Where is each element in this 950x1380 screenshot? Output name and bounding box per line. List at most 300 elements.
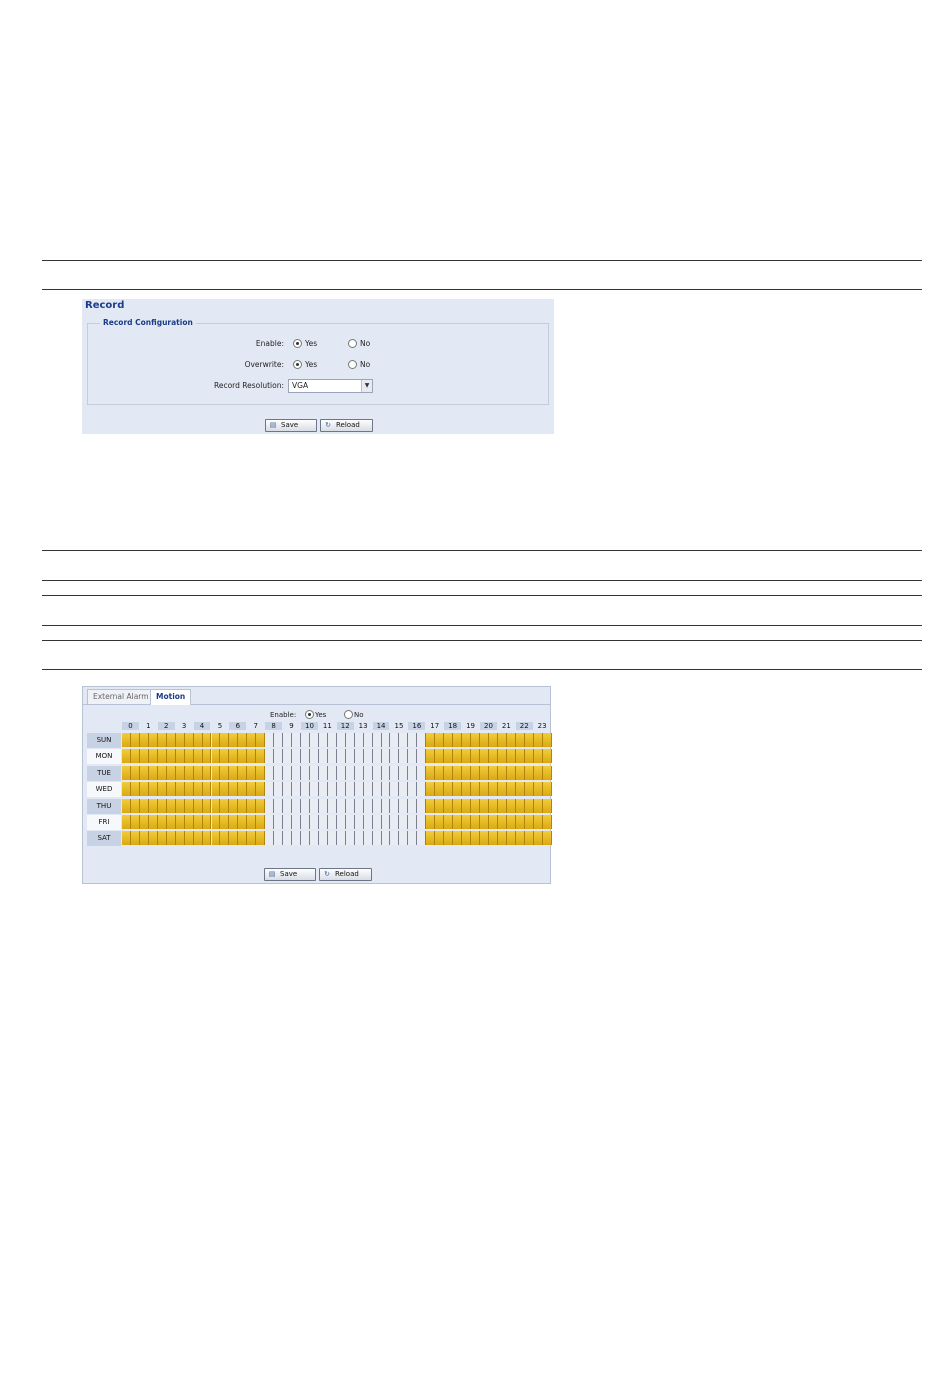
schedule-cell[interactable]	[256, 733, 265, 747]
schedule-cell[interactable]	[265, 831, 274, 845]
schedule-cell[interactable]	[534, 749, 543, 763]
schedule-cell[interactable]	[149, 831, 158, 845]
schedule-cell[interactable]	[417, 799, 426, 813]
schedule-cell[interactable]	[203, 782, 212, 796]
schedule-cell[interactable]	[185, 733, 194, 747]
schedule-cell[interactable]	[176, 799, 185, 813]
schedule-cell[interactable]	[346, 733, 355, 747]
schedule-cell[interactable]	[274, 733, 283, 747]
schedule-cell[interactable]	[391, 766, 400, 780]
schedule-cell[interactable]	[131, 815, 140, 829]
schedule-cell[interactable]	[310, 799, 319, 813]
schedule-cell[interactable]	[364, 749, 373, 763]
hour-header[interactable]: 9	[289, 722, 294, 730]
schedule-cell[interactable]	[498, 831, 507, 845]
schedule-cell[interactable]	[229, 815, 238, 829]
schedule-cell[interactable]	[328, 749, 337, 763]
schedule-cell[interactable]	[364, 733, 373, 747]
schedule-cell[interactable]	[462, 733, 471, 747]
schedule-cell[interactable]	[382, 766, 391, 780]
schedule-cell[interactable]	[310, 782, 319, 796]
schedule-cell[interactable]	[283, 733, 292, 747]
schedule-cell[interactable]	[489, 766, 498, 780]
schedule-cell[interactable]	[194, 766, 203, 780]
schedule-cell[interactable]	[185, 799, 194, 813]
schedule-cell[interactable]	[274, 831, 283, 845]
schedule-cell[interactable]	[507, 799, 516, 813]
schedule-cell[interactable]	[516, 799, 525, 813]
schedule-cell[interactable]	[525, 831, 534, 845]
schedule-cell[interactable]	[337, 766, 346, 780]
schedule-cell[interactable]	[534, 799, 543, 813]
hour-header[interactable]: 14	[373, 722, 390, 730]
schedule-cell[interactable]	[391, 799, 400, 813]
schedule-cell[interactable]	[140, 815, 149, 829]
hour-header[interactable]: 7	[253, 722, 258, 730]
schedule-cell[interactable]	[543, 766, 552, 780]
schedule-cell[interactable]	[149, 749, 158, 763]
schedule-cell[interactable]	[471, 782, 480, 796]
enable-yes-radio[interactable]	[293, 339, 302, 348]
schedule-cell[interactable]	[238, 815, 247, 829]
schedule-cell[interactable]	[176, 831, 185, 845]
schedule-cell[interactable]	[534, 782, 543, 796]
schedule-cell[interactable]	[319, 782, 328, 796]
hour-header[interactable]: 6	[229, 722, 246, 730]
schedule-cell[interactable]	[176, 782, 185, 796]
schedule-cell[interactable]	[426, 733, 435, 747]
schedule-cell[interactable]	[158, 733, 167, 747]
schedule-cell[interactable]	[462, 766, 471, 780]
schedule-save-button[interactable]	[264, 868, 316, 881]
schedule-cell[interactable]	[301, 749, 310, 763]
schedule-cell[interactable]	[185, 766, 194, 780]
schedule-cell[interactable]	[283, 766, 292, 780]
schedule-cell[interactable]	[507, 733, 516, 747]
schedule-cell[interactable]	[507, 782, 516, 796]
schedule-enable-yes-radio[interactable]	[305, 710, 314, 719]
schedule-cell[interactable]	[435, 733, 444, 747]
schedule-cell[interactable]	[185, 782, 194, 796]
hour-header[interactable]: 1	[146, 722, 151, 730]
schedule-cell[interactable]	[373, 815, 382, 829]
schedule-cell[interactable]	[220, 749, 229, 763]
schedule-cell[interactable]	[212, 733, 221, 747]
schedule-cell[interactable]	[435, 782, 444, 796]
schedule-cell[interactable]	[373, 749, 382, 763]
schedule-cell[interactable]	[185, 815, 194, 829]
schedule-cell[interactable]	[399, 831, 408, 845]
day-label[interactable]: WED	[87, 782, 121, 797]
schedule-cell[interactable]	[301, 815, 310, 829]
schedule-cell[interactable]	[203, 766, 212, 780]
schedule-cell[interactable]	[507, 815, 516, 829]
schedule-cell[interactable]	[220, 831, 229, 845]
schedule-cell[interactable]	[480, 815, 489, 829]
hour-header[interactable]: 2	[158, 722, 175, 730]
schedule-cell[interactable]	[167, 782, 176, 796]
schedule-cell[interactable]	[489, 815, 498, 829]
schedule-cell[interactable]	[167, 733, 176, 747]
schedule-cell[interactable]	[301, 766, 310, 780]
schedule-cell[interactable]	[498, 766, 507, 780]
schedule-cell[interactable]	[247, 815, 256, 829]
schedule-cell[interactable]	[355, 815, 364, 829]
schedule-cell[interactable]	[176, 815, 185, 829]
schedule-cell[interactable]	[507, 831, 516, 845]
schedule-cell[interactable]	[167, 749, 176, 763]
schedule-cell[interactable]	[194, 815, 203, 829]
day-label[interactable]: MON	[87, 749, 121, 764]
schedule-cell[interactable]	[283, 831, 292, 845]
schedule-cell[interactable]	[319, 831, 328, 845]
schedule-cell[interactable]	[274, 749, 283, 763]
schedule-cell[interactable]	[498, 799, 507, 813]
schedule-cell[interactable]	[212, 799, 221, 813]
schedule-cell[interactable]	[355, 782, 364, 796]
schedule-cell[interactable]	[355, 831, 364, 845]
schedule-cell[interactable]	[525, 749, 534, 763]
schedule-cell[interactable]	[158, 782, 167, 796]
schedule-cell[interactable]	[247, 766, 256, 780]
schedule-cell[interactable]	[122, 799, 131, 813]
schedule-cell[interactable]	[373, 782, 382, 796]
schedule-cell[interactable]	[203, 831, 212, 845]
resolution-select[interactable]	[288, 379, 373, 393]
schedule-cell[interactable]	[355, 766, 364, 780]
day-label[interactable]: TUE	[87, 766, 121, 781]
schedule-cell[interactable]	[453, 799, 462, 813]
hour-header[interactable]: 23	[537, 722, 547, 730]
schedule-cell[interactable]	[507, 766, 516, 780]
schedule-cell[interactable]	[292, 782, 301, 796]
schedule-reload-button[interactable]	[319, 868, 372, 881]
schedule-cell[interactable]	[167, 799, 176, 813]
schedule-cell[interactable]	[319, 799, 328, 813]
schedule-cell[interactable]	[462, 749, 471, 763]
schedule-cell[interactable]	[471, 799, 480, 813]
schedule-cell[interactable]	[149, 799, 158, 813]
schedule-cell[interactable]	[328, 782, 337, 796]
schedule-cell[interactable]	[346, 815, 355, 829]
schedule-cell[interactable]	[149, 733, 158, 747]
hour-header[interactable]: 8	[265, 722, 282, 730]
schedule-cell[interactable]	[149, 766, 158, 780]
schedule-cell[interactable]	[185, 831, 194, 845]
schedule-cell[interactable]	[435, 831, 444, 845]
reload-button[interactable]	[320, 419, 373, 432]
schedule-cell[interactable]	[489, 831, 498, 845]
schedule-cell[interactable]	[131, 782, 140, 796]
schedule-cell[interactable]	[543, 799, 552, 813]
schedule-cell[interactable]	[158, 831, 167, 845]
schedule-cell[interactable]	[426, 766, 435, 780]
schedule-cell[interactable]	[346, 799, 355, 813]
schedule-cell[interactable]	[220, 766, 229, 780]
schedule-cell[interactable]	[516, 815, 525, 829]
schedule-cell[interactable]	[516, 733, 525, 747]
hour-header[interactable]: 20	[480, 722, 497, 730]
schedule-cell[interactable]	[408, 782, 417, 796]
schedule-cell[interactable]	[498, 749, 507, 763]
schedule-cell[interactable]	[122, 766, 131, 780]
schedule-cell[interactable]	[399, 799, 408, 813]
schedule-cell[interactable]	[158, 799, 167, 813]
schedule-cell[interactable]	[122, 733, 131, 747]
schedule-cell[interactable]	[382, 749, 391, 763]
schedule-cell[interactable]	[194, 749, 203, 763]
schedule-cell[interactable]	[194, 782, 203, 796]
schedule-cell[interactable]	[337, 782, 346, 796]
schedule-cell[interactable]	[417, 815, 426, 829]
schedule-cell[interactable]	[480, 733, 489, 747]
schedule-cell[interactable]	[274, 815, 283, 829]
schedule-cell[interactable]	[480, 782, 489, 796]
schedule-cell[interactable]	[534, 815, 543, 829]
schedule-cell[interactable]	[337, 799, 346, 813]
schedule-cell[interactable]	[453, 815, 462, 829]
schedule-cell[interactable]	[516, 831, 525, 845]
schedule-cell[interactable]	[301, 831, 310, 845]
schedule-cell[interactable]	[310, 815, 319, 829]
schedule-cell[interactable]	[158, 749, 167, 763]
schedule-cell[interactable]	[364, 766, 373, 780]
schedule-cell[interactable]	[328, 815, 337, 829]
schedule-cell[interactable]	[292, 733, 301, 747]
enable-no-radio[interactable]	[348, 339, 357, 348]
schedule-cell[interactable]	[167, 815, 176, 829]
schedule-cell[interactable]	[319, 733, 328, 747]
schedule-cell[interactable]	[229, 766, 238, 780]
schedule-cell[interactable]	[426, 749, 435, 763]
schedule-cell[interactable]	[203, 733, 212, 747]
schedule-cell[interactable]	[310, 733, 319, 747]
schedule-cell[interactable]	[140, 733, 149, 747]
schedule-cell[interactable]	[140, 831, 149, 845]
hour-header[interactable]: 16	[408, 722, 425, 730]
schedule-cell[interactable]	[265, 782, 274, 796]
schedule-cell[interactable]	[167, 831, 176, 845]
schedule-cell[interactable]	[516, 749, 525, 763]
schedule-cell[interactable]	[247, 749, 256, 763]
day-label[interactable]: SUN	[87, 733, 121, 748]
schedule-cell[interactable]	[435, 766, 444, 780]
schedule-cell[interactable]	[364, 815, 373, 829]
schedule-cell[interactable]	[131, 749, 140, 763]
schedule-cell[interactable]	[534, 733, 543, 747]
schedule-cell[interactable]	[346, 749, 355, 763]
schedule-cell[interactable]	[158, 766, 167, 780]
tab-external-alarm[interactable]: External Alarm	[87, 689, 155, 704]
schedule-cell[interactable]	[489, 749, 498, 763]
schedule-cell[interactable]	[256, 831, 265, 845]
schedule-cell[interactable]	[525, 733, 534, 747]
schedule-cell[interactable]	[346, 831, 355, 845]
schedule-cell[interactable]	[220, 815, 229, 829]
schedule-cell[interactable]	[480, 799, 489, 813]
hour-header[interactable]: 22	[516, 722, 533, 730]
schedule-cell[interactable]	[543, 733, 552, 747]
schedule-cell[interactable]	[408, 799, 417, 813]
schedule-cell[interactable]	[203, 815, 212, 829]
schedule-cell[interactable]	[149, 782, 158, 796]
schedule-cell[interactable]	[238, 749, 247, 763]
schedule-cell[interactable]	[444, 749, 453, 763]
schedule-cell[interactable]	[489, 799, 498, 813]
schedule-cell[interactable]	[238, 799, 247, 813]
schedule-cell[interactable]	[516, 782, 525, 796]
schedule-cell[interactable]	[444, 766, 453, 780]
schedule-cell[interactable]	[292, 766, 301, 780]
schedule-cell[interactable]	[399, 782, 408, 796]
schedule-cell[interactable]	[140, 749, 149, 763]
schedule-cell[interactable]	[426, 815, 435, 829]
schedule-cell[interactable]	[131, 766, 140, 780]
schedule-cell[interactable]	[247, 831, 256, 845]
schedule-cell[interactable]	[265, 733, 274, 747]
schedule-cell[interactable]	[355, 733, 364, 747]
schedule-cell[interactable]	[399, 766, 408, 780]
schedule-cell[interactable]	[337, 733, 346, 747]
schedule-cell[interactable]	[301, 799, 310, 813]
overwrite-no-radio[interactable]	[348, 360, 357, 369]
schedule-cell[interactable]	[408, 749, 417, 763]
overwrite-yes-radio[interactable]	[293, 360, 302, 369]
schedule-cell[interactable]	[346, 782, 355, 796]
schedule-cell[interactable]	[256, 815, 265, 829]
schedule-cell[interactable]	[149, 815, 158, 829]
schedule-cell[interactable]	[122, 749, 131, 763]
schedule-cell[interactable]	[382, 831, 391, 845]
schedule-cell[interactable]	[435, 749, 444, 763]
hour-header[interactable]: 15	[394, 722, 404, 730]
schedule-cell[interactable]	[417, 766, 426, 780]
schedule-cell[interactable]	[158, 815, 167, 829]
schedule-cell[interactable]	[283, 815, 292, 829]
schedule-cell[interactable]	[435, 799, 444, 813]
day-label[interactable]: THU	[87, 799, 121, 814]
schedule-cell[interactable]	[140, 782, 149, 796]
schedule-cell[interactable]	[408, 831, 417, 845]
schedule-cell[interactable]	[408, 766, 417, 780]
schedule-cell[interactable]	[265, 815, 274, 829]
schedule-cell[interactable]	[212, 831, 221, 845]
schedule-cell[interactable]	[238, 782, 247, 796]
schedule-cell[interactable]	[194, 799, 203, 813]
schedule-cell[interactable]	[176, 749, 185, 763]
schedule-cell[interactable]	[310, 749, 319, 763]
schedule-cell[interactable]	[453, 733, 462, 747]
hour-header[interactable]: 10	[301, 722, 318, 730]
schedule-cell[interactable]	[444, 782, 453, 796]
schedule-cell[interactable]	[525, 766, 534, 780]
schedule-cell[interactable]	[122, 782, 131, 796]
day-label[interactable]: FRI	[87, 815, 121, 830]
schedule-cell[interactable]	[301, 733, 310, 747]
schedule-cell[interactable]	[274, 799, 283, 813]
schedule-cell[interactable]	[265, 766, 274, 780]
schedule-cell[interactable]	[382, 799, 391, 813]
schedule-cell[interactable]	[525, 815, 534, 829]
schedule-cell[interactable]	[489, 733, 498, 747]
schedule-cell[interactable]	[498, 782, 507, 796]
schedule-cell[interactable]	[462, 831, 471, 845]
schedule-cell[interactable]	[417, 831, 426, 845]
schedule-cell[interactable]	[131, 831, 140, 845]
schedule-cell[interactable]	[453, 749, 462, 763]
hour-header[interactable]: 21	[501, 722, 511, 730]
schedule-cell[interactable]	[435, 815, 444, 829]
schedule-cell[interactable]	[373, 799, 382, 813]
schedule-cell[interactable]	[399, 733, 408, 747]
hour-header[interactable]: 11	[322, 722, 332, 730]
schedule-cell[interactable]	[256, 782, 265, 796]
schedule-cell[interactable]	[364, 831, 373, 845]
schedule-cell[interactable]	[373, 733, 382, 747]
schedule-cell[interactable]	[408, 815, 417, 829]
schedule-cell[interactable]	[256, 749, 265, 763]
schedule-cell[interactable]	[247, 782, 256, 796]
chevron-down-icon[interactable]: ▼	[361, 380, 372, 392]
schedule-cell[interactable]	[382, 782, 391, 796]
hour-header[interactable]: 12	[337, 722, 354, 730]
schedule-cell[interactable]	[444, 831, 453, 845]
schedule-cell[interactable]	[534, 831, 543, 845]
schedule-cell[interactable]	[283, 749, 292, 763]
schedule-cell[interactable]	[140, 766, 149, 780]
schedule-enable-no-radio[interactable]	[344, 710, 353, 719]
schedule-cell[interactable]	[399, 815, 408, 829]
schedule-cell[interactable]	[185, 749, 194, 763]
schedule-cell[interactable]	[140, 799, 149, 813]
schedule-cell[interactable]	[176, 766, 185, 780]
schedule-cell[interactable]	[346, 766, 355, 780]
schedule-cell[interactable]	[238, 831, 247, 845]
schedule-cell[interactable]	[256, 766, 265, 780]
schedule-cell[interactable]	[220, 799, 229, 813]
schedule-cell[interactable]	[489, 782, 498, 796]
schedule-cell[interactable]	[444, 733, 453, 747]
schedule-cell[interactable]	[382, 815, 391, 829]
schedule-cell[interactable]	[525, 799, 534, 813]
schedule-cell[interactable]	[382, 733, 391, 747]
schedule-cell[interactable]	[426, 799, 435, 813]
schedule-cell[interactable]	[480, 749, 489, 763]
schedule-cell[interactable]	[220, 733, 229, 747]
hour-header[interactable]: 3	[181, 722, 187, 730]
schedule-cell[interactable]	[391, 749, 400, 763]
schedule-cell[interactable]	[328, 831, 337, 845]
day-label[interactable]: SAT	[87, 831, 121, 846]
schedule-cell[interactable]	[534, 766, 543, 780]
schedule-cell[interactable]	[471, 766, 480, 780]
schedule-cell[interactable]	[399, 749, 408, 763]
schedule-cell[interactable]	[462, 799, 471, 813]
schedule-cell[interactable]	[203, 799, 212, 813]
schedule-cell[interactable]	[229, 782, 238, 796]
schedule-cell[interactable]	[131, 799, 140, 813]
schedule-cell[interactable]	[391, 782, 400, 796]
schedule-cell[interactable]	[364, 799, 373, 813]
schedule-cell[interactable]	[373, 766, 382, 780]
schedule-cell[interactable]	[292, 799, 301, 813]
hour-header[interactable]: 18	[444, 722, 461, 730]
schedule-cell[interactable]	[131, 733, 140, 747]
schedule-cell[interactable]	[355, 799, 364, 813]
schedule-cell[interactable]	[337, 815, 346, 829]
schedule-cell[interactable]	[453, 831, 462, 845]
schedule-cell[interactable]	[265, 749, 274, 763]
